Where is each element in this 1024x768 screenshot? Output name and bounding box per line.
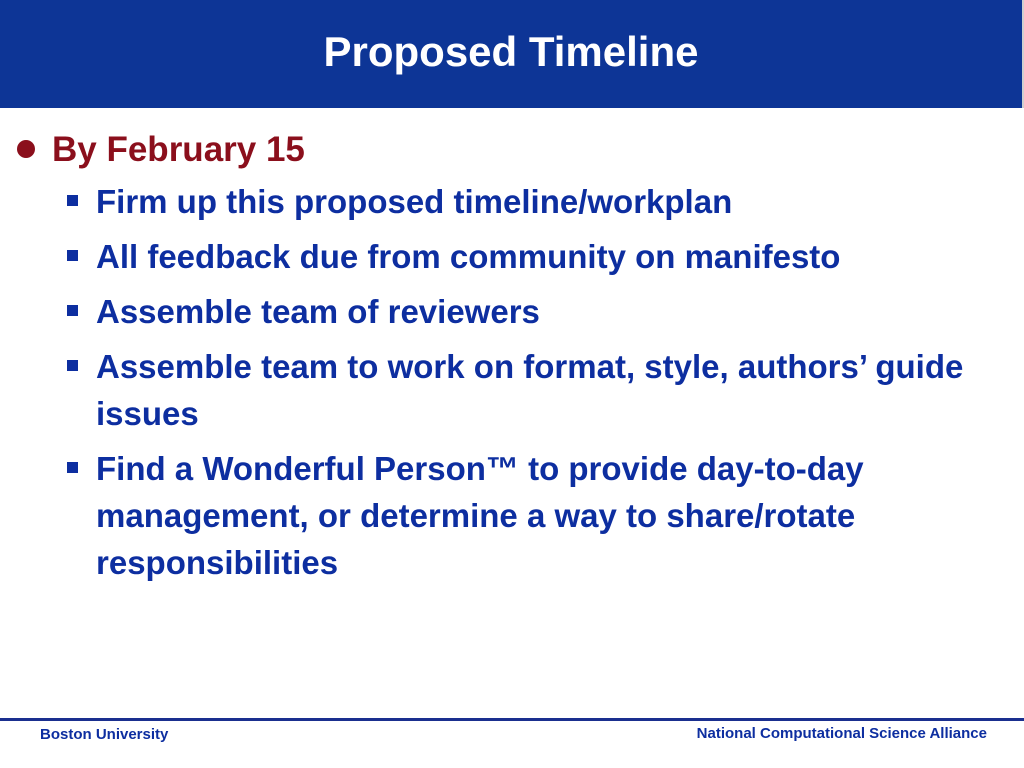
list-item-text: All feedback due from community on manifesto: [96, 238, 841, 275]
footer-left-text: Boston University: [40, 726, 169, 743]
footer-divider: [0, 718, 1024, 721]
section-heading: By February 15: [52, 130, 305, 169]
footer-right-text: National Computational Science Alliance: [696, 725, 987, 742]
title-bar: [0, 0, 1024, 108]
list-item-text: Assemble team of reviewers: [96, 293, 540, 330]
square-bullet-icon: [67, 305, 78, 316]
list-item: [0, 445, 1024, 586]
list-item: [0, 288, 1024, 335]
list-item: [0, 343, 1024, 437]
square-bullet-icon: [67, 462, 78, 473]
slide-title: Proposed Timeline: [323, 28, 699, 75]
section-heading-item: [0, 126, 1024, 178]
square-bullet-icon: [67, 360, 78, 371]
round-bullet-icon: [17, 140, 35, 158]
list-item: [0, 178, 1024, 225]
square-bullet-icon: [67, 250, 78, 261]
slide-content: [0, 126, 1024, 594]
list-item: [0, 233, 1024, 280]
list-item-text: Assemble team to work on format, style, authors’ guide issues: [96, 348, 964, 432]
list-item-text: Firm up this proposed timeline/workplan: [96, 183, 733, 220]
bullet-list: [0, 178, 1024, 586]
square-bullet-icon: [67, 195, 78, 206]
list-item-text: Find a Wonderful Person™ to provide day-to-day management, or determine a way to share/rotate responsibilities: [96, 450, 864, 581]
